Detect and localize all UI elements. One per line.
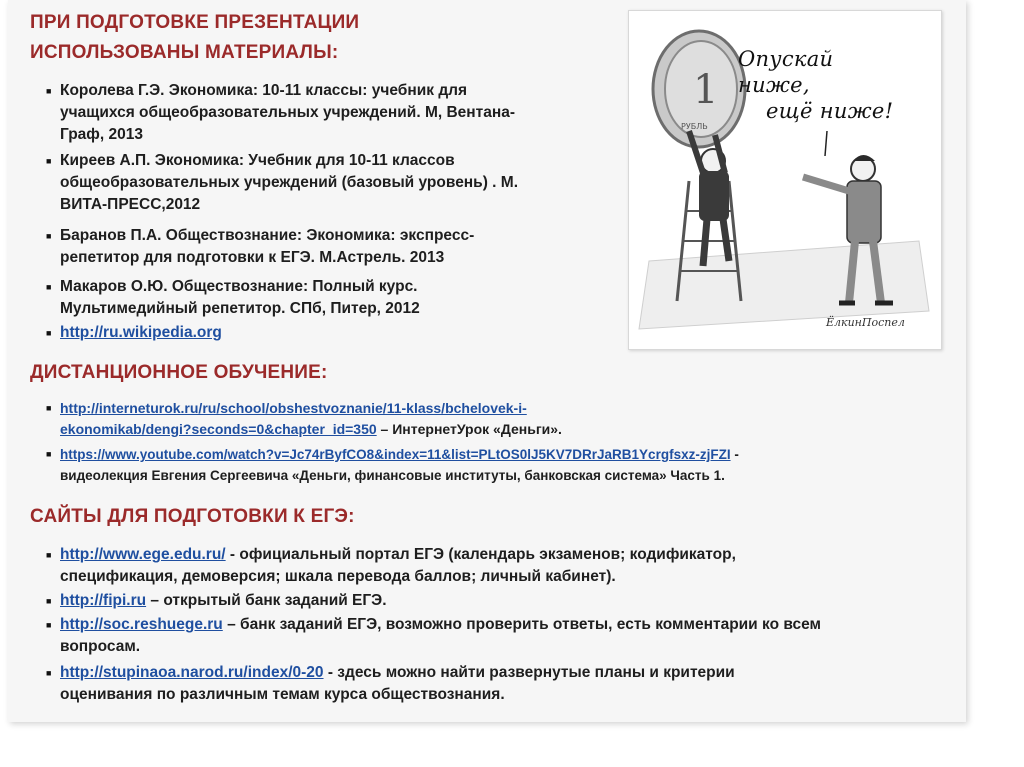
list-item: ■ http://stupinaoa.narod.ru/index/0-20 - здесь можно найти развернутые планы и критерии оценивания по различным темам курса обществознания.	[46, 664, 735, 703]
bullet-icon: ■	[46, 328, 52, 338]
list-item: ■ Киреев А.П. Экономика: Учебник для 10-11 классов общеобразовательных учреждений (базовый уровень) . М. ВИТА-ПРЕСС,2012	[46, 152, 518, 213]
bullet-icon: ■	[46, 620, 52, 630]
section-heading-ege-sites: САЙТЫ ДЛЯ ПОДГОТОВКИ К ЕГЭ:	[30, 506, 355, 527]
list-item: ■ http://soc.reshuege.ru – банк заданий ЕГЭ, возможно проверить ответы, есть комментарии ко всем вопросам.	[46, 616, 821, 655]
coin-text: РУБЛЬ	[681, 122, 708, 131]
link-reshuege[interactable]: http://soc.reshuege.ru	[60, 616, 223, 633]
list-item: ■ Макаров О.Ю. Обществознание: Полный курс. Мультимедийный репетитор. СПб, Питер, 2012	[46, 278, 420, 317]
bullet-icon: ■	[46, 596, 52, 606]
list-item: ■ http://fipi.ru – открытый банк заданий ЕГЭ.	[60, 590, 387, 612]
bullet-icon: ■	[46, 550, 52, 560]
coin-digit: 1	[693, 67, 719, 113]
list-item: ■ Королева Г.Э. Экономика: 10-11 классы: учебник для учащихся общеобразовательных учреждений. М, Вентана- Граф, 2013	[46, 82, 515, 143]
bullet-icon: ■	[46, 403, 52, 413]
link-wikipedia[interactable]: http://ru.wikipedia.org	[60, 324, 222, 341]
section-heading-distance-learning: ДИСТАНЦИОННОЕ ОБУЧЕНИЕ:	[30, 362, 328, 383]
bullet-icon: ■	[46, 156, 52, 166]
link-interneturok-cont[interactable]: ekonomikab/dengi?seconds=0&chapter_id=350	[60, 421, 377, 437]
bullet-icon: ■	[46, 668, 52, 678]
list-item: ■ http://interneturok.ru/ru/school/obshestvoznanie/11-klass/bchelovek-i- ekonomikab/dengi?seconds=0&chapter_id=350 – ИнтернетУрок «Деньги».	[46, 400, 562, 437]
link-interneturok[interactable]: http://interneturok.ru/ru/school/obshestvoznanie/11-klass/bchelovek-i-	[60, 400, 527, 416]
section-heading-materials-line1: ПРИ ПОДГОТОВКЕ ПРЕЗЕНТАЦИИ	[30, 12, 360, 33]
bullet-icon: ■	[46, 282, 52, 292]
list-item: ■ https://www.youtube.com/watch?v=Jc74rByfCO8&index=11&list=PLtOS0lJ5KV7DRrJaRB1Ycrgfsxz-zjFZI - видеолекция Евгения Сергеевича «Деньги, финансовые институты, банковская система» Часть 1.	[60, 444, 739, 486]
link-youtube[interactable]: https://www.youtube.com/watch?v=Jc74rByfCO8&index=11&list=PLtOS0lJ5KV7DRrJaRB1Ycrgfsxz-zjFZI	[60, 447, 731, 462]
bullet-icon: ■	[46, 86, 52, 96]
bullet-icon: ■	[46, 231, 52, 241]
list-item	[46, 322, 222, 344]
section-heading-materials-line2: ИСПОЛЬЗОВАНЫ МАТЕРИАЛЫ:	[30, 42, 339, 63]
list-item: ■ Баранов П.А. Обществознание: Экономика: экспресс- репетитор для подготовки к ЕГЭ. М.Астрель. 2013	[46, 227, 475, 266]
speech-text: Опускай ниже, ещё ниже!	[738, 47, 894, 123]
link-fipi[interactable]: http://fipi.ru	[60, 592, 147, 609]
bullet-icon: ■	[46, 449, 52, 459]
list-item: ■ http://www.ege.edu.ru/ - официальный портал ЕГЭ (календарь экзаменов; кодификатор, спецификация, демоверсия; шкала перевода баллов; личный кабинет).	[46, 546, 736, 585]
artist-signature: ЁлкинПоспел	[826, 316, 905, 329]
link-stupinaoa[interactable]: http://stupinaoa.narod.ru/index/0-20	[60, 664, 324, 681]
link-ege-edu[interactable]: http://www.ege.edu.ru/	[60, 546, 226, 563]
